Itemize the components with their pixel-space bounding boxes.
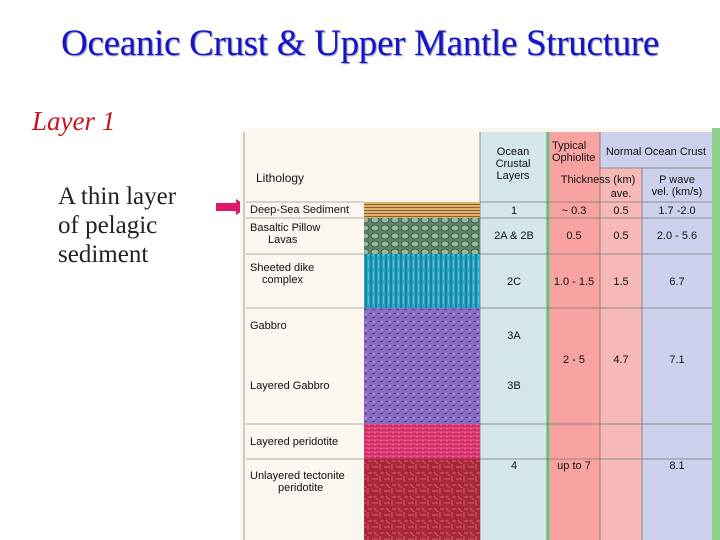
tectonite-peridotite-layer	[364, 459, 480, 540]
row-layer: 3A	[507, 330, 521, 342]
pillow-lava-layer	[364, 218, 480, 254]
header-p-wave: P wave vel. (km/s)	[651, 174, 703, 198]
green-strip	[712, 128, 720, 540]
row-ophiolite: 1.0 - 1.5	[553, 276, 595, 288]
header-normal-ocean-crust: Normal Ocean Crust	[605, 146, 707, 158]
description-line: sediment	[58, 241, 149, 268]
row-velocity: 7.1	[669, 354, 685, 366]
layer-description	[58, 182, 228, 269]
row-velocity: 1.7 -2.0	[658, 205, 696, 217]
gabbro-layer	[364, 308, 480, 424]
lithology-label-dike: Sheeted dike complex	[250, 262, 315, 286]
row-layer: 2C	[506, 276, 522, 288]
row-ave: 0.5	[613, 205, 629, 217]
row-ophiolite: 2 - 5	[562, 354, 585, 366]
row-ave: 4.7	[613, 354, 629, 366]
sheeted-dike-layer	[364, 254, 480, 308]
row-ophiolite: ~ 0.3	[561, 205, 587, 217]
row-layer: 2A & 2B	[494, 230, 534, 242]
header-ocean-layers: Ocean Crustal Layers	[495, 146, 531, 182]
layered-peridotite-layer	[364, 424, 480, 459]
header-typical-ophiolite: Typical Ophiolite	[552, 140, 596, 164]
row-ave: 1.5	[613, 276, 629, 288]
lithology-label-tectonite: Unlayered tectonite peridotite	[250, 470, 345, 494]
row-velocity: 8.1	[669, 460, 685, 472]
lithology-label-layered-gabbro: Layered Gabbro	[250, 380, 330, 392]
crust-structure-figure	[240, 128, 720, 540]
ophiolite-column	[548, 132, 600, 540]
header-ave: ave.	[610, 188, 632, 200]
lithology-label-pillow: Basaltic Pillow Lavas	[250, 222, 321, 246]
sediment-layer	[364, 202, 480, 218]
row-velocity: 6.7	[669, 276, 685, 288]
lithology-label-gabbro: Gabbro	[250, 320, 287, 332]
header-thickness: Thickness (km)	[560, 174, 636, 186]
row-ophiolite: up to 7	[557, 460, 591, 472]
row-ophiolite: 0.5	[566, 230, 582, 242]
row-layer: 3B	[507, 380, 521, 392]
row-layer: 1	[510, 205, 518, 217]
description-line: of pelagic	[58, 212, 158, 239]
layer-label: Layer 1	[32, 106, 116, 136]
lithology-label-sediment: Deep-Sea Sediment	[250, 204, 350, 216]
row-ave: 0.5	[613, 230, 629, 242]
lithology-header: Lithology	[256, 171, 305, 185]
slide-title: Oceanic Crust & Upper Mantle Structure	[61, 23, 659, 64]
row-layer: 4	[510, 460, 518, 472]
row-velocity: 2.0 - 5.6	[656, 230, 698, 242]
description-line: A thin layer	[58, 183, 177, 210]
lithology-label-layered-peridotite: Layered peridotite	[250, 436, 339, 448]
